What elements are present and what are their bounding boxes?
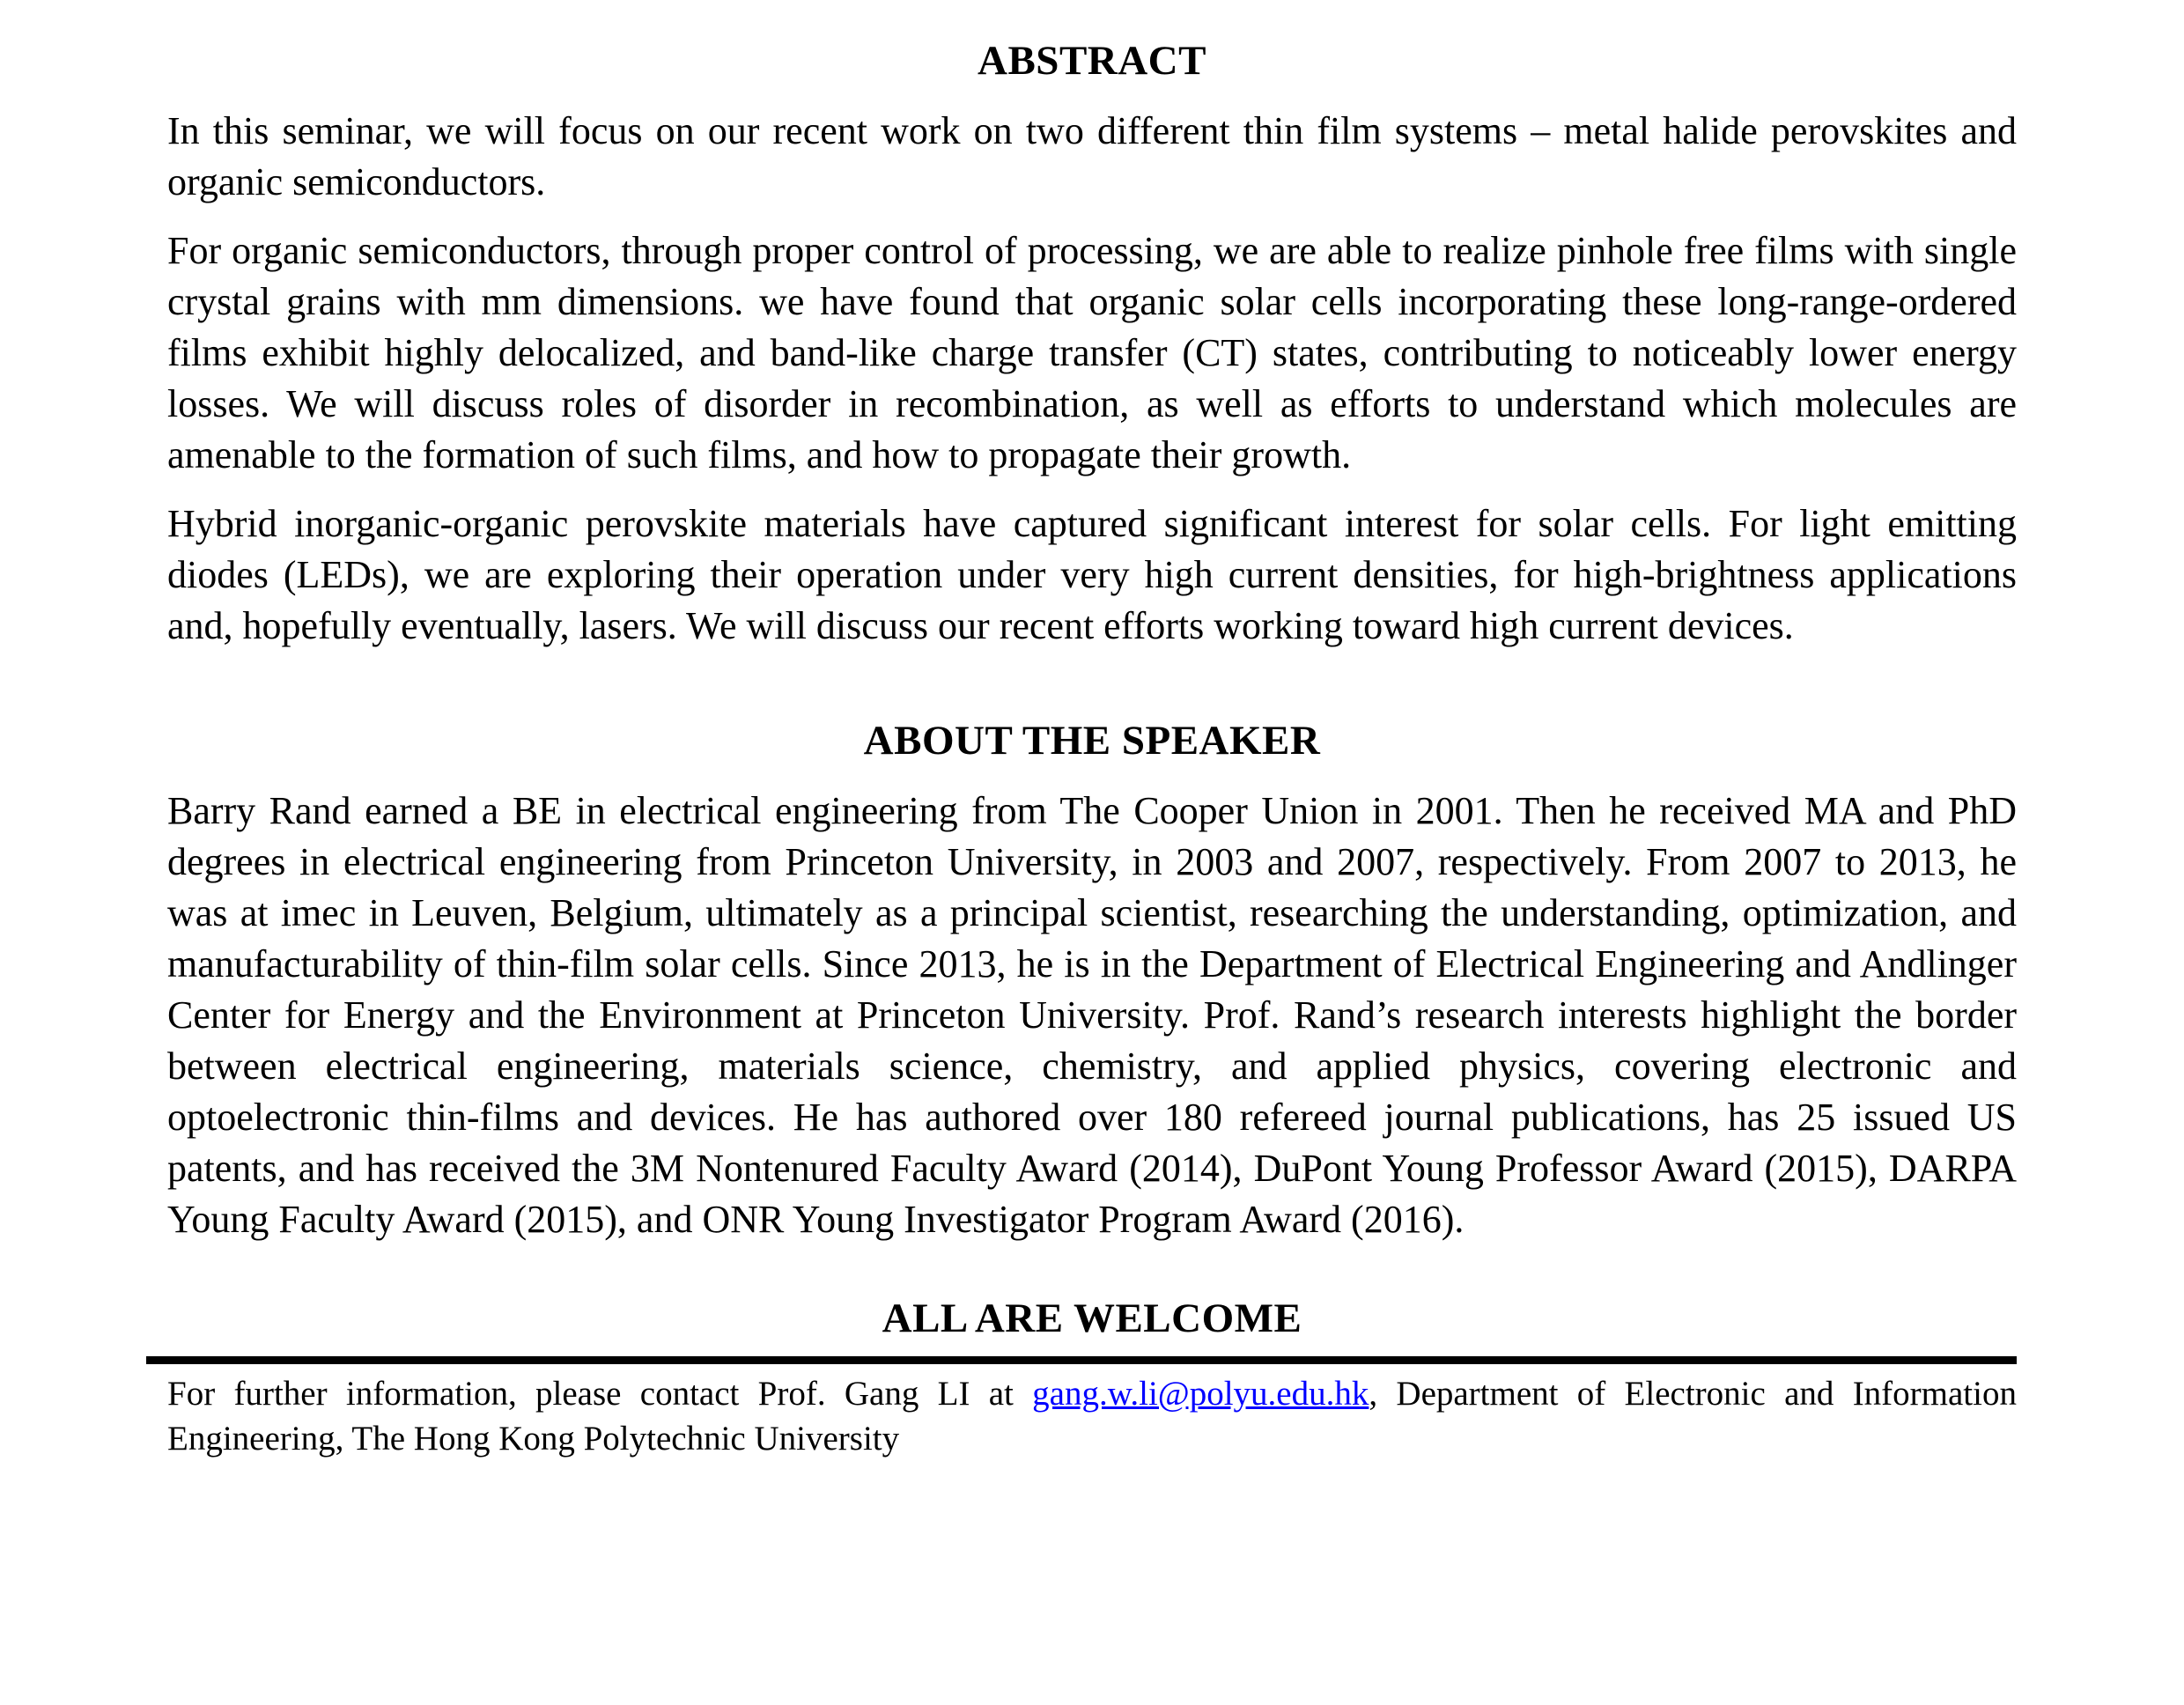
- abstract-paragraph-organic-semiconductors: For organic semiconductors, through proper control of processing, we are able to realize pinhole free films with single crystal grains with mm dimensions. we have found that organic solar cells incorporating these long-range-ordered films exhibit highly delocalized, and band-like charge transfer (CT) states, contributing to noticeably lower energy losses. We will discuss roles of disorder in recombination, as well as efforts to understand which molecules are amenable to the formation of such films, and how to propagate their growth.: [167, 229, 2017, 476]
- abstract-paragraph-intro: In this seminar, we will focus on our recent work on two different thin film systems – metal halide perovskites and organic semiconductors.: [167, 109, 2017, 203]
- contact-email-link[interactable]: gang.w.li@polyu.edu.hk: [1032, 1375, 1369, 1413]
- speaker-bio: Barry Rand earned a BE in electrical engineering from The Cooper Union in 2001. Then he received MA and PhD degrees in electrical engineering from Princeton University, in 2003 and 2007, respectively. From 2007 to 2013, he was at imec in Leuven, Belgium, ultimately as a principal scientist, researching the understanding, optimization, and manufacturability of thin-film solar cells. Since 2013, he is in the Department of Electrical Engineering and Andlinger Center for Energy and the Environment at Princeton University. Prof. Rand’s research interests highlight the border between electrical engineering, materials science, chemistry, and applied physics, covering electronic and optoelectronic thin-films and devices. He has authored over 180 refereed journal publications, has 25 issued US patents, and has received the 3M Nontenured Faculty Award (2014), DuPont Young Professor Award (2015), DARPA Young Faculty Award (2015), and ONR Young Investigator Program Award (2016).: [167, 789, 2017, 1241]
- about-the-speaker-heading: ABOUT THE SPEAKER: [863, 718, 1321, 764]
- footer-divider-rule: [146, 1356, 2017, 1364]
- footer-text-after-email: , Department of Electronic and Information Engineering, The Hong Kong Polytechnic University: [167, 1375, 2017, 1458]
- abstract-heading: ABSTRACT: [978, 38, 1206, 84]
- abstract-paragraph-perovskites: Hybrid inorganic-organic perovskite materials have captured significant interest for solar cells. For light emitting diodes (LEDs), we are exploring their operation under very high current densities, for high-brightness applications and, hopefully eventually, lasers. We will discuss our recent efforts working toward high current devices.: [167, 502, 2017, 647]
- footer-text-before-email: For further information, please contact Prof. Gang LI at: [167, 1375, 1033, 1413]
- all-are-welcome-heading: ALL ARE WELCOME: [882, 1295, 1302, 1341]
- footer-contact-text: [167, 1371, 2017, 1461]
